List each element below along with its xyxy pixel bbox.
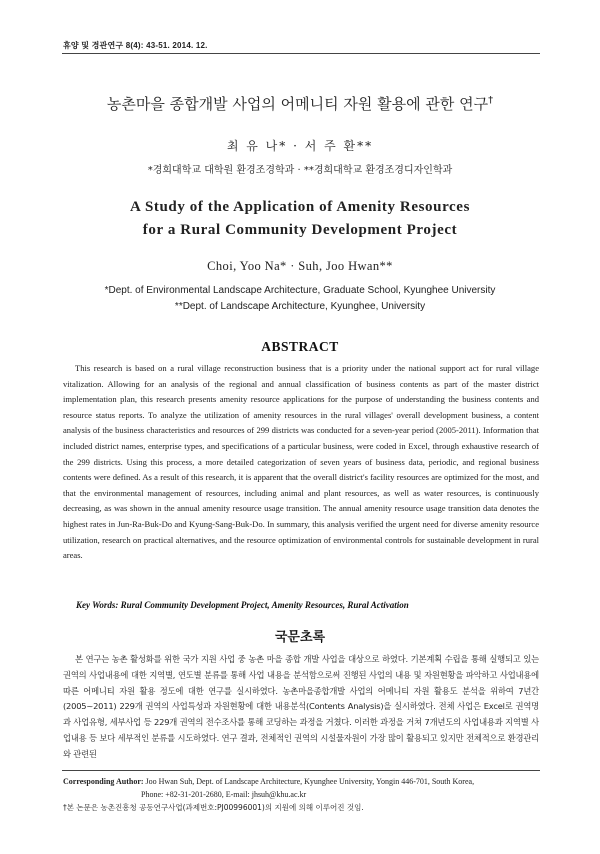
- title-footnote-mark: †: [488, 95, 494, 106]
- korean-affiliation: *경희대학교 대학원 환경조경학과 · **경희대학교 환경조경디자인학과: [147, 165, 453, 176]
- english-authors: Choi, Yoo Na* · Suh, Joo Hwan**: [207, 259, 393, 273]
- korean-abstract-body: 본 연구는 농촌 활성화를 위한 국가 지원 사업 중 농촌 마을 종합 개발 사업을 대상으로 하였다. 기본계획 수립을 통해 실행되고 있는 권역의 사업내용에 대한 지역별, 연도별 분류를 통해 사업 내용을 분석함으로써 진행된 사업의 내용 및 자원현황을 파악하고 사업내용에 따른 어메니티 자원 활용 정도에 대한 연구를 실시하였다. 농촌마을종합개발 사업의 어메니티 자원 활용도 분석을 위하여 7년간(2005~2011) 229개 권역의 사업특성과 자원현황에 대한 내용분석(Contents Analysis)을 실시하였다. 전체 사업은 Excel로 권역명과 사업유형, 세부사업 등 229개 권역의 전수조사를 통해 코딩하는 과정을 거쳤다. 이러한 과정을 거쳐 7개년도의 사업내용과 지역별 사업내용 등 보다 세부적인 분류를 시도하였다. 연구 결과, 전체적인 권역의 시설물자원이 가장 많이 활용되고 있지만 전체적으로 환경관리와 관련된: [63, 654, 539, 759]
- english-title-line-1: A Study of the Application of Amenity Resources: [129, 199, 471, 215]
- keywords: Key Words: Rural Community Development Project, Amenity Resources, Rural Activation: [76, 600, 409, 610]
- abstract-body: This research is based on a rural village reconstruction business that is a priority under the national support act for rural village vitalization. Allowing for an analysis of the regional and annual classification of business contents as part of the master district implementation plan, this research presents amenity resource applications for the purpose of understanding the business contents and resource status reports. To analyze the utilization of amenity resources in the rural villages' overall development business, a content analysis of the business characteristics and resources of 299 districts was conducted for a seven-year period (2005-2011). Information that included district names, enterprise types, and specifications of a particular business, were coded in Excel, through exhaustive research of the 299 districts. Using this process, a more detailed categorization of seven years of business data, periodic, and regional business contents were defined. As a result of this research, it is apparent that the overall district's facility resources are optimized for the most, and that the environmental management of resources, including animal and plant resources, as well as water resources, is continuously decreasing, as was shown in the annual amenity resource usage transition. The annual amenity resource usage transition data denotes the highest rates in Jun-Ra-Buk-Do and Kyung-Sang-Buk-Do. In summary, this analysis verified the urgent need for diverse amenity resource utilization, research on practical alternatives, and the resource optimization of environmental controls for sustainable development in rural areas.: [63, 363, 539, 561]
- corresponding-contact: Phone: +82-31-201-2680, E-mail: jhsuh@khu.ac.kr: [141, 790, 307, 799]
- korean-title: [0, 93, 600, 114]
- corresponding-author: [63, 775, 541, 801]
- english-affiliation-1: *Dept. of Environmental Landscape Architecture, Graduate School, Kyunghee University: [104, 285, 496, 296]
- corresponding-label: Corresponding Author:: [63, 777, 144, 786]
- korean-authors: 최 유 나* · 서 주 환**: [226, 139, 374, 153]
- journal-citation: 휴양 및 경관연구 8(4): 43-51. 2014. 12.: [63, 41, 208, 50]
- korean-title-text: 농촌마을 종합개발 사업의 어메니티 자원 활용에 관한 연구: [106, 95, 489, 113]
- funding-note: †본 논문은 농촌진흥청 공동연구사업(과제번호:PJ00996001)의 지원에 의해 이루어진 것임.: [63, 803, 364, 812]
- abstract-heading: ABSTRACT: [261, 339, 339, 354]
- footer-rule: [62, 770, 540, 771]
- corresponding-text: Joo Hwan Suh, Dept. of Landscape Architecture, Kyunghee University, Yongin 446-701, South Korea,: [145, 777, 475, 786]
- english-affiliation-2: **Dept. of Landscape Architecture, Kyunghee, University: [174, 301, 426, 312]
- header-rule: [62, 53, 540, 54]
- korean-abstract-heading: 국문초록: [274, 630, 326, 645]
- english-affiliations: [0, 283, 600, 315]
- english-title-line-2: for a Rural Community Development Project: [142, 222, 458, 238]
- english-title: [0, 196, 600, 242]
- corresponding-line-1: [63, 775, 541, 788]
